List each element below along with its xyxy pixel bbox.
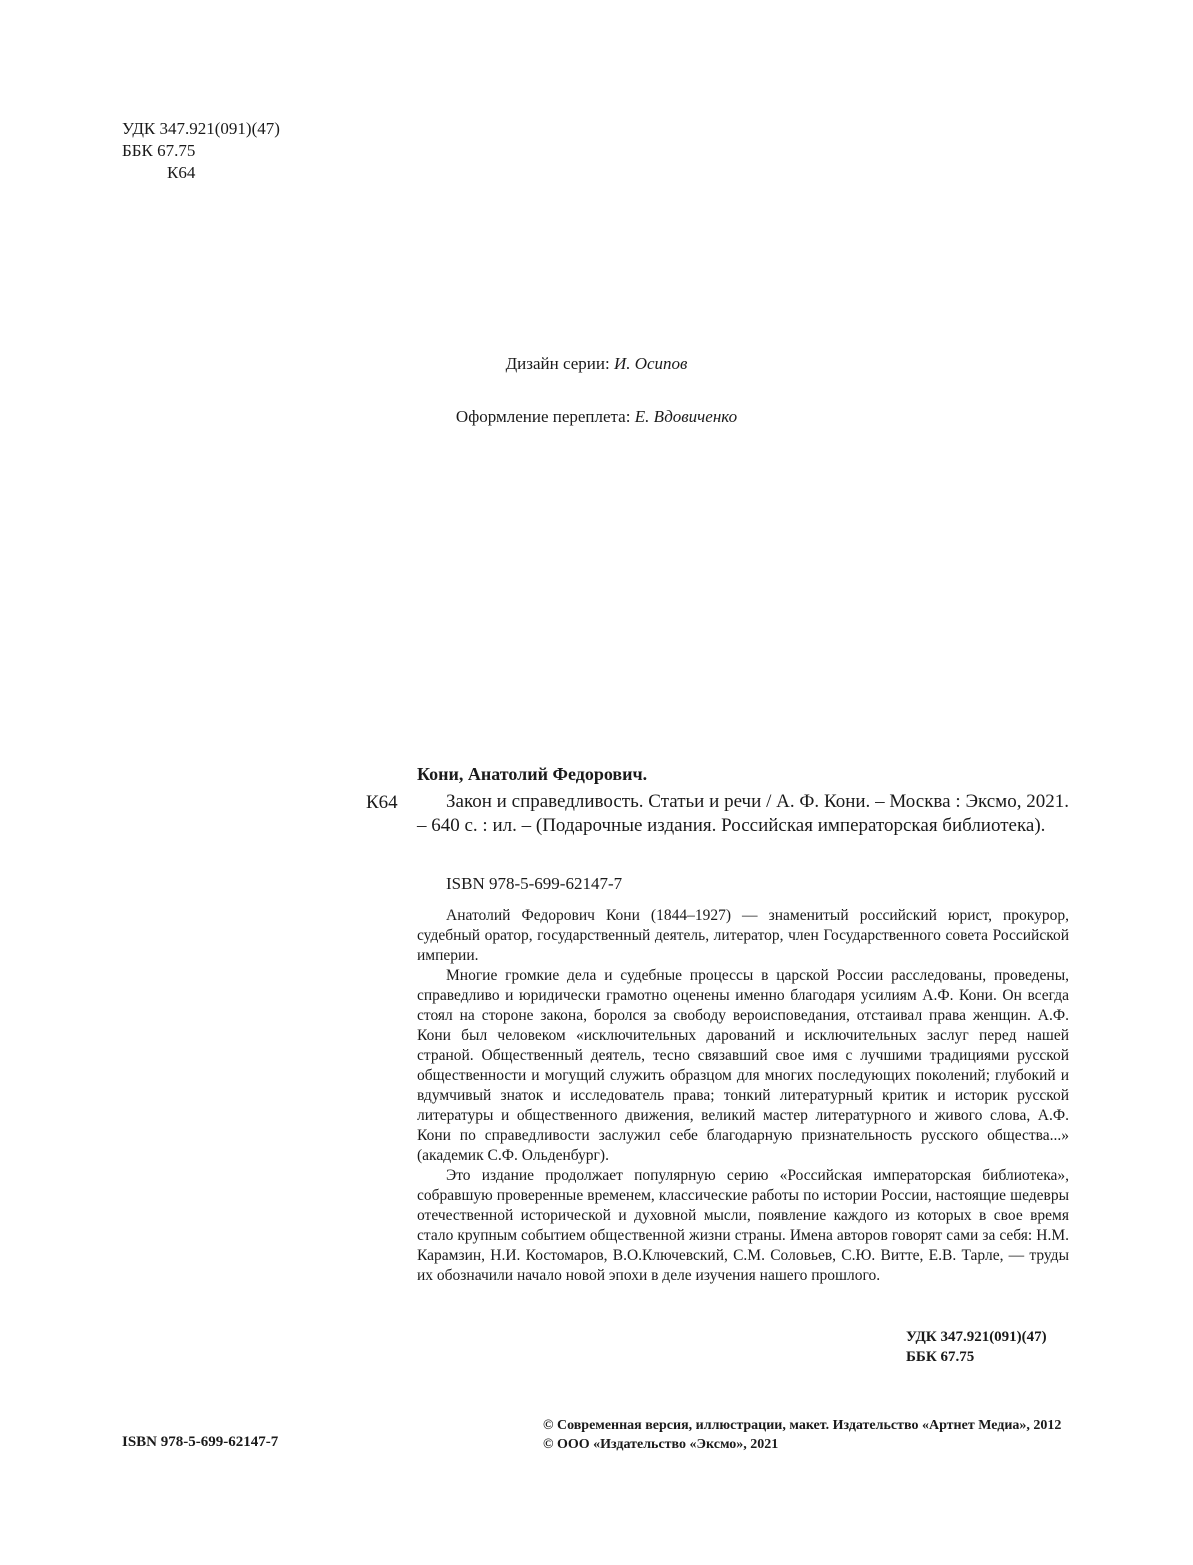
isbn-bottom: ISBN 978-5-699-62147-7 (122, 1434, 279, 1450)
copyright-line: © Современная версия, иллюстрации, макет. Издательство «Артнет Медиа», 2012 (543, 1418, 1062, 1433)
bottom-bbk-code: ББК 67.75 (906, 1349, 975, 1365)
annotation-paragraph: Анатолий Федорович Кони (1844–1927) — знаменитый российский юрист, прокурор, судебный оратор, государственный деятель, литератор, член Государственного совета Российской империи. (417, 907, 1069, 964)
copyright-line: © ООО «Издательство «Эксмо», 2021 (543, 1437, 779, 1452)
binding-design-credit (0, 407, 1193, 427)
copyright-block (543, 1416, 1073, 1454)
author-mark: К64 (167, 163, 196, 182)
series-design-name: И. Осипов (613, 354, 688, 373)
binding-design-label: Оформление переплета: (455, 407, 635, 426)
bibliographic-record: Закон и справедливость. Статьи и речи / А. Ф. Кони. – Москва : Эксмо, 2021. – 640 с. : ил. – (Подарочные издания. Российская императорская библиотека). (417, 791, 1069, 836)
catalog-author-mark: К64 (366, 792, 398, 813)
bottom-classification (906, 1327, 1047, 1367)
annotation-paragraph: Это издание продолжает популярную серию «Российская императорская библиотека», собравшую проверенные временем, классические работы по истории России, настоящие шедевры отечественной исторической и духовной мысли, появление каждого из которых в свое время стало крупным событием общественной жизни страны. Имена авторов говорят сами за себя: Н.М. Карамзин, Н.И. Костомаров, В.О.Ключевский, С.М. Соловьев, С.Ю. Витте, Е.В. Тарле, — труды их обозначили начало новой эпохи в деле изучения нашего прошлого. (417, 1167, 1069, 1284)
annotation-paragraph: Многие громкие дела и судебные процессы в царской России расследованы, проведены, справедливо и юридически грамотно оценены именно благодаря усилиям А.Ф. Кони. Он всегда стоял на стороне закона, боролся за свободу вероисповедания, отстаивал права женщин. А.Ф. Кони был человеком «исключительных дарований и исключительных заслуг перед нашей страной. Общественный деятель, тесно связавший свое имя с лучшими традициями русской общественности и могущий служить образцом для многих последующих поколений; глубокий и вдумчивый знаток и исследователь права; тонкий литературный критик и историк русской литературы и общественного движения, великий мастер литературного и живого слова, А.Ф. Кони по справедливости заслужил себе благодарную признательность русского общества...» (академик С.Ф. Ольденбург). (417, 967, 1069, 1164)
bbk-code: ББК 67.75 (122, 141, 196, 160)
classification-block (122, 118, 280, 184)
catalog-isbn: ISBN 978-5-699-62147-7 (446, 874, 623, 893)
catalog-author: Кони, Анатолий Федорович. (417, 764, 648, 784)
series-design-credit (0, 354, 1193, 374)
bottom-udk-code: УДК 347.921(091)(47) (906, 1329, 1047, 1345)
udk-code: УДК 347.921(091)(47) (122, 119, 280, 138)
binding-design-name: Е. Вдовиченко (634, 407, 738, 426)
series-design-label: Дизайн серии: (505, 354, 614, 373)
annotation (417, 906, 1069, 1286)
